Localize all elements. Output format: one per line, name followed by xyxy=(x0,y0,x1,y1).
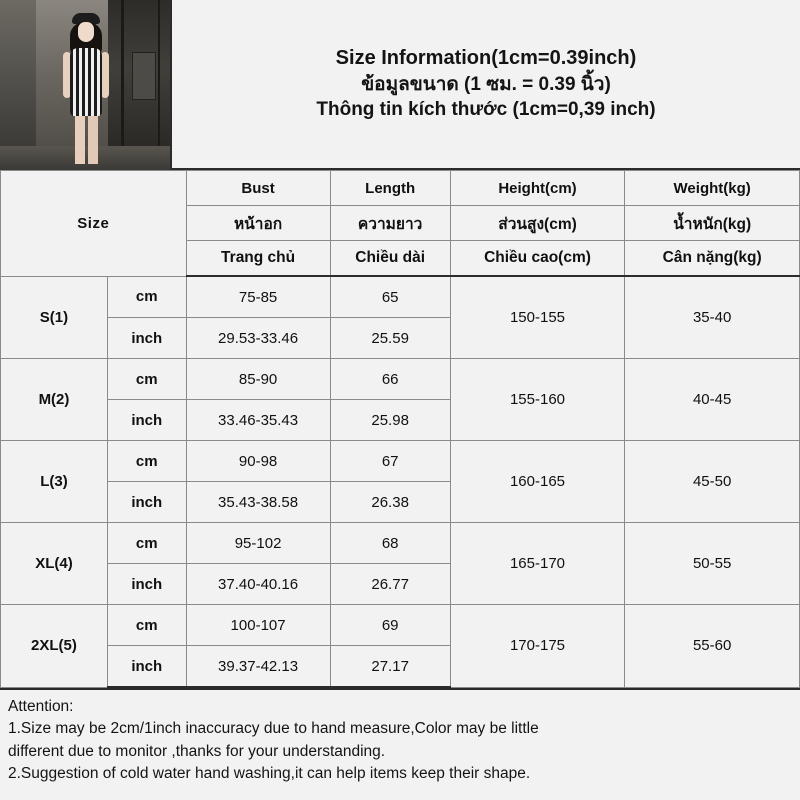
row-unit-inch: inch xyxy=(107,318,186,359)
header-weight-vi: Cân nặng(kg) xyxy=(625,241,800,277)
row-bust-cm: 85-90 xyxy=(186,359,330,400)
row-height: 155-160 xyxy=(450,359,625,441)
row-size-name: M(2) xyxy=(1,359,108,441)
row-unit-cm: cm xyxy=(107,359,186,400)
row-length-cm: 65 xyxy=(330,276,450,318)
row-bust-inch: 37.40-40.16 xyxy=(186,564,330,605)
row-unit-cm: cm xyxy=(107,523,186,564)
attention-heading: Attention: xyxy=(8,698,74,715)
row-bust-cm: 100-107 xyxy=(186,605,330,646)
header-bust-en: Bust xyxy=(186,171,330,206)
row-height: 170-175 xyxy=(450,605,625,688)
row-unit-inch: inch xyxy=(107,646,186,688)
photo-door-seam-2 xyxy=(158,0,160,170)
row-unit-inch: inch xyxy=(107,564,186,605)
header-length-en: Length xyxy=(330,171,450,206)
row-size-name: XL(4) xyxy=(1,523,108,605)
row-length-inch: 26.77 xyxy=(330,564,450,605)
table-row xyxy=(1,441,800,482)
header-size-label: Size xyxy=(1,171,187,277)
table-row xyxy=(1,523,800,564)
model-leg-left xyxy=(75,114,85,164)
row-length-cm: 66 xyxy=(330,359,450,400)
row-bust-cm: 75-85 xyxy=(186,276,330,318)
row-bust-inch: 39.37-42.13 xyxy=(186,646,330,688)
row-height: 160-165 xyxy=(450,441,625,523)
model-leg-right xyxy=(88,114,98,164)
photo-wall-left xyxy=(0,0,36,170)
header-weight-en: Weight(kg) xyxy=(625,171,800,206)
header-area xyxy=(0,0,800,170)
title-line-th: ข้อมูลขนาด (1 ซม. = 0.39 นิ้ว) xyxy=(361,73,611,95)
row-bust-cm: 90-98 xyxy=(186,441,330,482)
row-length-inch: 25.98 xyxy=(330,400,450,441)
row-length-cm: 69 xyxy=(330,605,450,646)
row-bust-inch: 33.46-35.43 xyxy=(186,400,330,441)
row-unit-inch: inch xyxy=(107,482,186,523)
row-length-cm: 67 xyxy=(330,441,450,482)
row-size-name: 2XL(5) xyxy=(1,605,108,688)
table-row xyxy=(1,605,800,646)
title-line-vi: Thông tin kích thước (1cm=0,39 inch) xyxy=(316,99,656,121)
header-height-vi: Chiều cao(cm) xyxy=(450,241,625,277)
attention-line-2: different due to monitor ,thanks for your understanding. xyxy=(8,742,386,760)
row-weight: 45-50 xyxy=(625,441,800,523)
photo-wall-panel xyxy=(132,52,156,100)
header-height-en: Height(cm) xyxy=(450,171,625,206)
row-weight: 35-40 xyxy=(625,276,800,359)
row-bust-inch: 35.43-38.58 xyxy=(186,482,330,523)
row-weight: 40-45 xyxy=(625,359,800,441)
row-height: 165-170 xyxy=(450,523,625,605)
header-length-vi: Chiều dài xyxy=(330,241,450,277)
row-weight: 50-55 xyxy=(625,523,800,605)
row-unit-cm: cm xyxy=(107,276,186,318)
row-unit-inch: inch xyxy=(107,400,186,441)
row-length-inch: 25.59 xyxy=(330,318,450,359)
row-length-inch: 26.38 xyxy=(330,482,450,523)
header-height-th: ส่วนสูง(cm) xyxy=(450,206,625,241)
header-bust-th: หน้าอก xyxy=(186,206,330,241)
header-length-th: ความยาว xyxy=(330,206,450,241)
row-bust-inch: 29.53-33.46 xyxy=(186,318,330,359)
row-unit-cm: cm xyxy=(107,605,186,646)
model-photo xyxy=(0,0,172,170)
model-dress xyxy=(70,48,102,116)
model-face xyxy=(78,22,94,42)
table-header-row-en xyxy=(1,171,800,206)
row-length-inch: 27.17 xyxy=(330,646,450,688)
attention-line-1: 1.Size may be 2cm/1inch inaccuracy due to hand measure,Color may be little xyxy=(8,720,539,738)
row-weight: 55-60 xyxy=(625,605,800,688)
title-line-en: Size Information(1cm=0.39inch) xyxy=(335,47,637,70)
attention-block xyxy=(0,688,800,790)
photo-floor xyxy=(0,146,170,170)
size-table xyxy=(0,170,800,688)
title-block xyxy=(172,0,800,168)
header-weight-th: น้ำหนัก(kg) xyxy=(625,206,800,241)
table-row xyxy=(1,276,800,318)
model-arm-right xyxy=(101,52,109,98)
header-bust-vi: Trang chủ xyxy=(186,241,330,277)
row-length-cm: 68 xyxy=(330,523,450,564)
photo-door-seam xyxy=(121,0,124,170)
row-size-name: L(3) xyxy=(1,441,108,523)
table-row xyxy=(1,359,800,400)
row-size-name: S(1) xyxy=(1,276,108,359)
attention-line-3: 2.Suggestion of cold water hand washing,it can help items keep their shape. xyxy=(8,765,531,783)
row-height: 150-155 xyxy=(450,276,625,359)
row-unit-cm: cm xyxy=(107,441,186,482)
row-bust-cm: 95-102 xyxy=(186,523,330,564)
